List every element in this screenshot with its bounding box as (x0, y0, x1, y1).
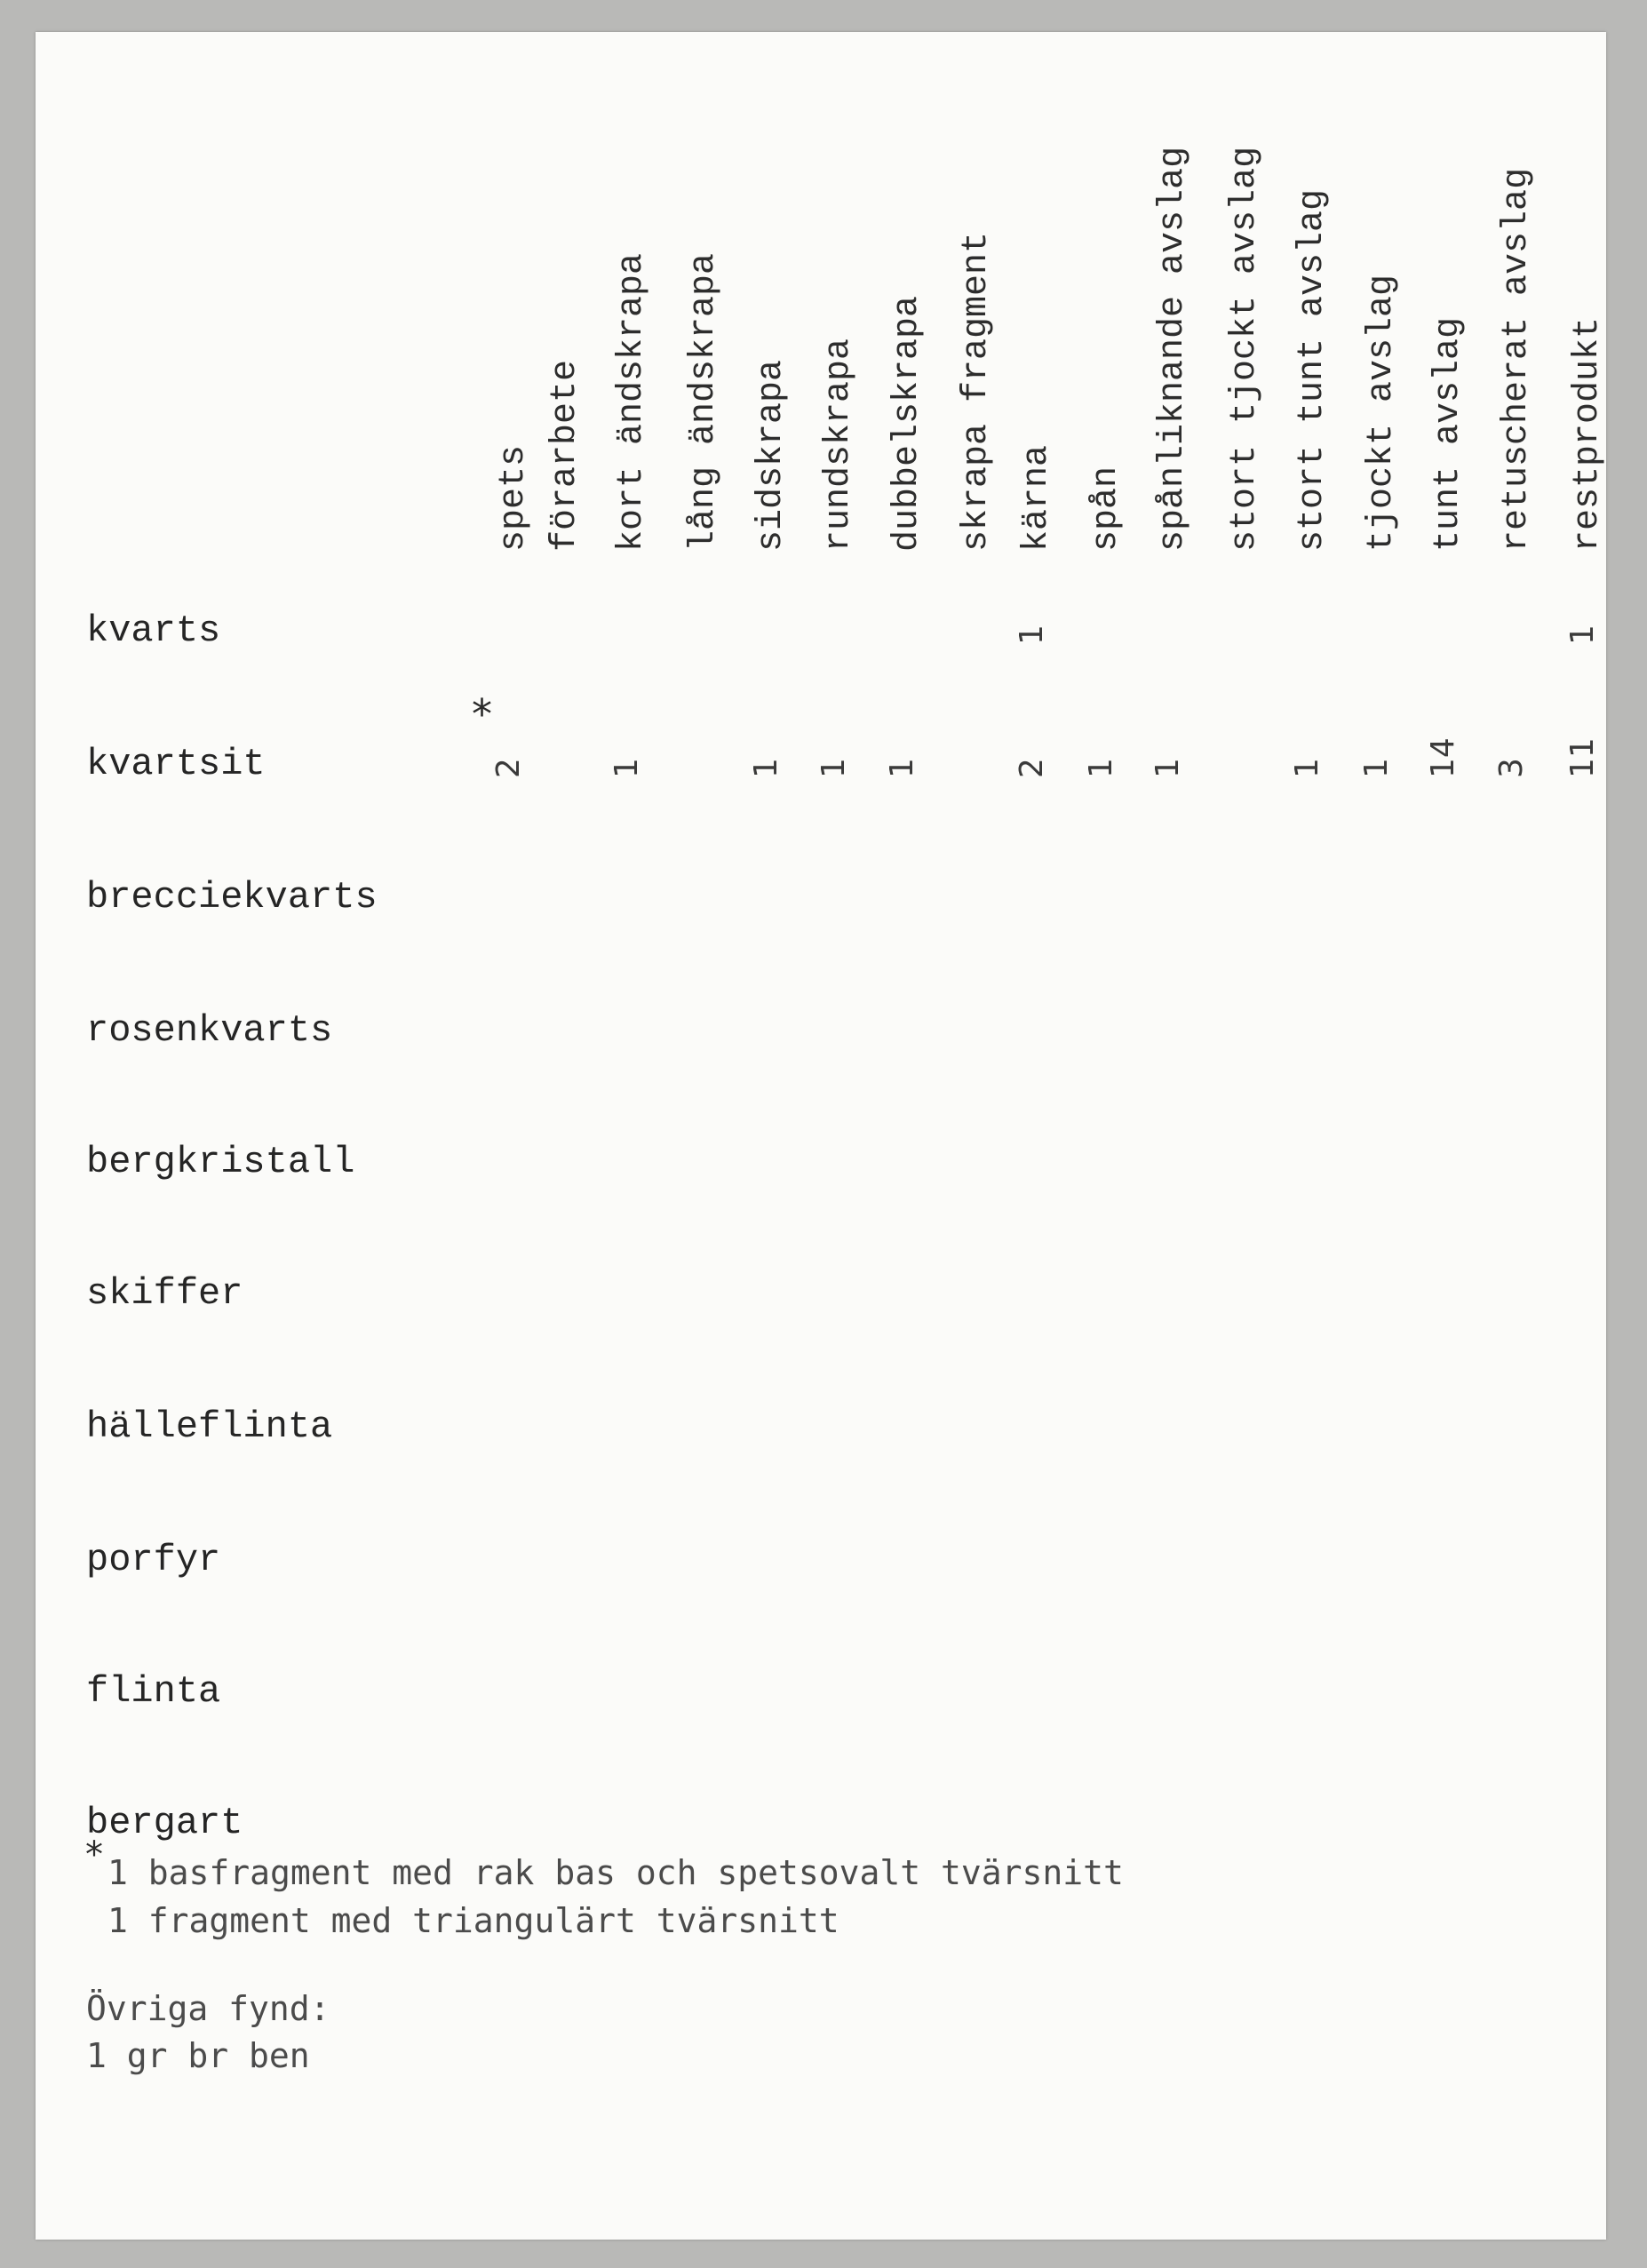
row-label: hälleflinta (86, 1405, 333, 1448)
column-header: stort tunt avslag (1293, 188, 1333, 552)
other-finds-item: 1 gr br ben (86, 2036, 310, 2075)
table-cell: 2 (490, 758, 527, 778)
row-label: rosenkvarts (86, 1009, 333, 1052)
column-header: spån (1086, 466, 1126, 552)
column-header: tunt avslag (1428, 316, 1468, 552)
table-cell: 1 (884, 758, 920, 778)
column-header: retuscherat avslag (1497, 167, 1537, 552)
column-header: kort ändskrapa (612, 252, 652, 552)
footnote-line-2: 1 fragment med triangulärt tvärsnitt (107, 1901, 839, 1940)
table-cell: 1 (1014, 625, 1050, 645)
column-header: tjockt avslag (1362, 274, 1402, 552)
footnote-line-1: 1 basfragment med rak bas och spetsovalt tvärsnitt (107, 1853, 1124, 1892)
footnote-marker: * (472, 690, 492, 738)
table-cell: 14 (1425, 737, 1461, 778)
row-label: bergkristall (86, 1141, 355, 1183)
row-label: flinta (86, 1670, 221, 1713)
table-cell: 1 (1358, 758, 1395, 778)
column-header: spets (494, 444, 534, 552)
table-cell: 1 (1083, 758, 1119, 778)
table-cell: 1 (1289, 758, 1325, 778)
row-label: porfyr (86, 1539, 221, 1581)
column-header: dubbelskrapa (887, 295, 927, 552)
footnote-asterisk: * (85, 1834, 103, 1875)
table-cell: 1 (1150, 758, 1186, 778)
column-header: förarbete (545, 359, 585, 552)
row-label: bergart (86, 1802, 243, 1844)
column-header: rundskrapa (819, 338, 859, 552)
table-cell: 1 (1564, 625, 1601, 645)
column-header: sidskrapa (752, 359, 792, 552)
row-label: skiffer (86, 1272, 243, 1315)
document-page (36, 32, 1606, 2240)
column-header: stort tjockt avslag (1225, 146, 1265, 552)
row-label: kvartsit (86, 743, 266, 785)
table-cell: 3 (1493, 758, 1530, 778)
table-cell: 1 (748, 758, 784, 778)
table-cell: 1 (816, 758, 852, 778)
table-cell: 1 (609, 758, 645, 778)
row-label: kvarts (86, 609, 221, 652)
column-header: skrapa fragment (957, 231, 997, 552)
column-header: lång ändskrapa (684, 252, 724, 552)
table-cell: 11 (1564, 737, 1601, 778)
column-header: spånliknande avslag (1153, 146, 1193, 552)
table-cell: 2 (1014, 758, 1050, 778)
row-label: brecciekvarts (86, 876, 378, 919)
column-header: kärna (1017, 444, 1057, 552)
other-finds-heading: Övriga fynd: (86, 1989, 330, 2028)
column-header: restprodukt (1568, 316, 1608, 552)
